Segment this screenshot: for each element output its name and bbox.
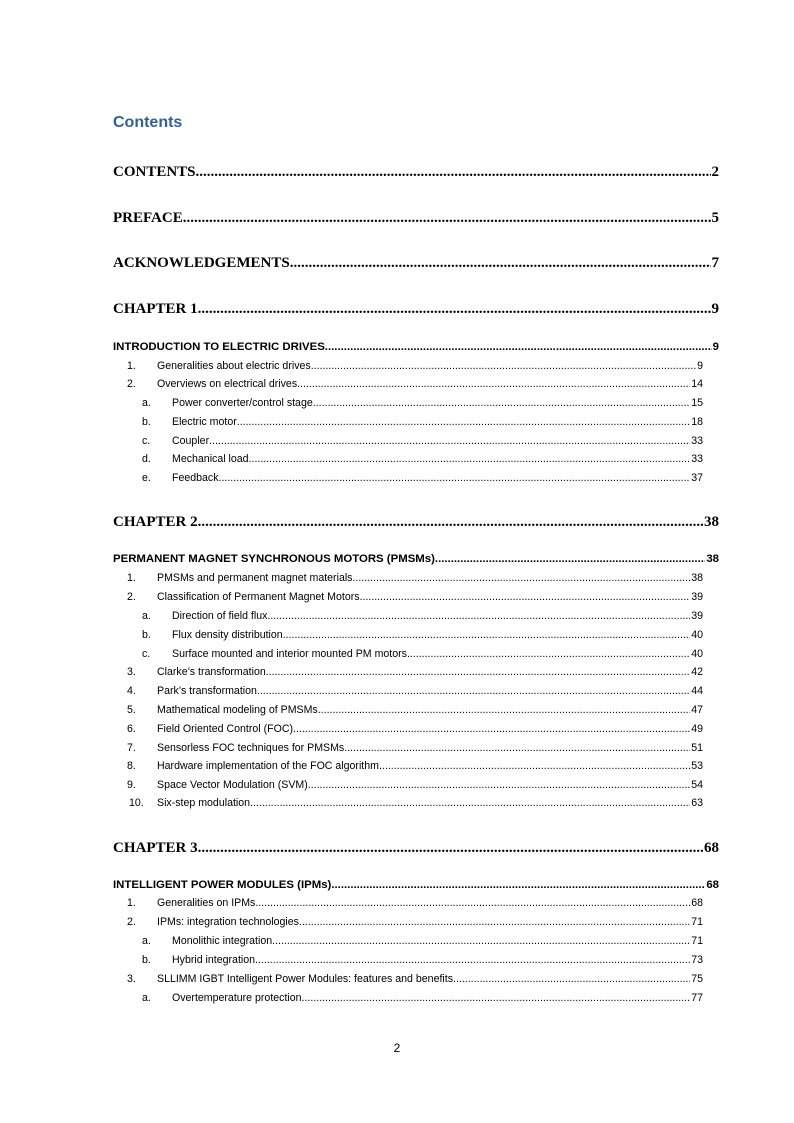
toc-dot-leader xyxy=(237,416,690,428)
toc-entry-page: 44 xyxy=(691,685,703,697)
toc-entry-page: 38 xyxy=(691,572,703,584)
toc-entry-page: 5 xyxy=(711,210,719,226)
toc-entry[interactable] xyxy=(113,742,703,758)
toc-entry-title: ACKNOWLEDGEMENTS xyxy=(113,255,290,271)
toc-entry[interactable] xyxy=(113,416,703,432)
toc-entry[interactable] xyxy=(113,341,719,357)
toc-entry-page: 54 xyxy=(691,779,703,791)
toc-dot-leader xyxy=(311,360,696,372)
toc-entry-page: 2 xyxy=(711,164,719,180)
toc-entry-title: PREFACE xyxy=(113,210,183,226)
toc-entry[interactable] xyxy=(113,840,719,860)
toc-dot-leader xyxy=(290,255,711,272)
toc-entry-number: a. xyxy=(142,992,151,1004)
toc-dot-leader xyxy=(299,916,690,928)
toc-entry-page: 71 xyxy=(691,935,703,947)
toc-entry-number: 5. xyxy=(127,704,136,716)
toc-entry-number: b. xyxy=(142,629,151,641)
toc-entry-number: d. xyxy=(142,453,151,465)
toc-dot-leader xyxy=(257,685,690,697)
toc-dot-leader xyxy=(293,723,690,735)
contents-heading: Contents xyxy=(113,114,183,131)
toc-entry[interactable] xyxy=(113,514,719,534)
toc-entry-page: 14 xyxy=(691,378,703,390)
toc-entry-page: 68 xyxy=(691,897,703,909)
toc-entry-page: 33 xyxy=(691,435,703,447)
toc-dot-leader xyxy=(249,453,691,465)
toc-entry[interactable] xyxy=(113,704,703,720)
toc-entry[interactable] xyxy=(113,954,703,970)
toc-entry[interactable] xyxy=(113,779,703,795)
toc-entry-title: INTRODUCTION TO ELECTRIC DRIVES xyxy=(113,341,325,353)
toc-entry-page: 71 xyxy=(691,916,703,928)
toc-dot-leader xyxy=(297,378,690,390)
toc-entry-title: PERMANENT MAGNET SYNCHRONOUS MOTORS (PMSMs) xyxy=(113,553,435,565)
toc-entry-title: Hardware implementation of the FOC algorithm xyxy=(157,760,379,772)
toc-entry-page: 63 xyxy=(691,797,703,809)
toc-entry-page: 33 xyxy=(691,453,703,465)
toc-entry-title: PMSMs and permanent magnet materials xyxy=(157,572,353,584)
toc-entry-title: Direction of field flux xyxy=(172,610,268,622)
toc-dot-leader xyxy=(267,610,690,622)
toc-dot-leader xyxy=(272,935,690,947)
toc-entry-title: Six-step modulation xyxy=(157,797,251,809)
toc-entry-number: 9. xyxy=(127,779,136,791)
toc-entry[interactable] xyxy=(113,685,703,701)
toc-entry-title: Overviews on electrical drives xyxy=(157,378,298,390)
toc-entry-number: a. xyxy=(142,397,151,409)
toc-entry-page: 15 xyxy=(691,397,703,409)
toc-entry-title: Monolithic integration xyxy=(172,935,273,947)
toc-entry-number: 6. xyxy=(127,723,136,735)
toc-entry[interactable] xyxy=(113,378,703,394)
toc-entry-number: 1. xyxy=(127,897,136,909)
toc-entry-title: Field Oriented Control (FOC) xyxy=(157,723,293,735)
toc-entry[interactable] xyxy=(113,797,703,813)
toc-entry-page: 51 xyxy=(691,742,703,754)
toc-entry-page: 47 xyxy=(691,704,703,716)
toc-entry-number: 4. xyxy=(127,685,136,697)
toc-entry-title: Surface mounted and interior mounted PM motors xyxy=(172,648,407,660)
toc-entry-page: 73 xyxy=(691,954,703,966)
toc-entry-title: Feedback xyxy=(172,472,219,484)
toc-dot-leader xyxy=(198,840,703,857)
toc-entry-page: 49 xyxy=(691,723,703,735)
toc-dot-leader xyxy=(331,879,705,891)
toc-entry-title: SLLIMM IGBT Intelligent Power Modules: features and benefits xyxy=(157,973,453,985)
toc-entry-page: 7 xyxy=(711,255,719,271)
toc-entry-number: b. xyxy=(142,954,151,966)
toc-entry[interactable] xyxy=(113,164,719,184)
toc-dot-leader xyxy=(183,210,711,227)
toc-dot-leader xyxy=(198,514,703,531)
toc-entry-page: 37 xyxy=(691,472,703,484)
toc-entry[interactable] xyxy=(113,472,703,488)
toc-entry[interactable] xyxy=(113,255,719,275)
toc-entry-number: c. xyxy=(142,435,151,447)
toc-entry-title: Electric motor xyxy=(172,416,237,428)
toc-dot-leader xyxy=(196,164,711,181)
toc-entry-number: b. xyxy=(142,416,151,428)
toc-dot-leader xyxy=(283,629,691,641)
toc-dot-leader xyxy=(255,954,690,966)
toc-entry-title: Space Vector Modulation (SVM) xyxy=(157,779,308,791)
toc-entry-number: 1. xyxy=(127,360,136,372)
toc-entry-title: Generalities about electric drives xyxy=(157,360,311,372)
toc-entry-title: CHAPTER 1 xyxy=(113,301,198,317)
toc-entry-title: CHAPTER 2 xyxy=(113,514,198,530)
toc-entry[interactable] xyxy=(113,760,703,776)
toc-entry-page: 39 xyxy=(691,610,703,622)
toc-dot-leader xyxy=(250,797,690,809)
toc-entry-title: Overtemperature protection xyxy=(172,992,302,1004)
toc-entry[interactable] xyxy=(113,610,703,626)
toc-entry-page: 40 xyxy=(691,629,703,641)
toc-entry-number: a. xyxy=(142,610,151,622)
toc-entry[interactable] xyxy=(113,360,703,376)
toc-entry-number: 1. xyxy=(127,572,136,584)
toc-entry-page: 38 xyxy=(704,514,719,530)
toc-entry[interactable] xyxy=(113,648,703,664)
toc-entry-number: 2. xyxy=(127,591,136,603)
toc-dot-leader xyxy=(360,591,691,603)
toc-entry-title: Generalities on IPMs xyxy=(157,897,256,909)
toc-dot-leader xyxy=(313,397,690,409)
toc-entry[interactable] xyxy=(113,301,719,321)
toc-dot-leader xyxy=(325,341,712,353)
toc-entry-number: 3. xyxy=(127,666,136,678)
toc-entry-page: 9 xyxy=(712,341,719,353)
toc-dot-leader xyxy=(266,666,690,678)
toc-dot-leader xyxy=(198,301,711,318)
toc-entry-number: a. xyxy=(142,935,151,947)
toc-dot-leader xyxy=(407,648,690,660)
toc-entry-page: 68 xyxy=(704,840,719,856)
toc-entry[interactable] xyxy=(113,897,703,913)
toc-entry[interactable] xyxy=(113,435,703,451)
toc-entry-page: 68 xyxy=(706,879,719,891)
page-number: 2 xyxy=(393,1041,401,1055)
toc-dot-leader xyxy=(209,435,690,447)
toc-entry[interactable] xyxy=(113,916,703,932)
toc-entry-number: e. xyxy=(142,472,151,484)
toc-entry[interactable] xyxy=(113,973,703,989)
toc-entry-page: 39 xyxy=(691,591,703,603)
toc-dot-leader xyxy=(379,760,690,772)
toc-entry-title: Mathematical modeling of PMSMs xyxy=(157,704,318,716)
toc-entry-number: 8. xyxy=(127,760,136,772)
toc-entry[interactable] xyxy=(113,935,703,951)
toc-entry-title: INTELLIGENT POWER MODULES (IPMs) xyxy=(113,879,332,891)
toc-entry[interactable] xyxy=(113,629,703,645)
toc-entry-number: 7. xyxy=(127,742,136,754)
toc-entry-number: 10. xyxy=(129,797,144,809)
toc-dot-leader xyxy=(435,553,705,565)
toc-entry-title: Park’s transformation xyxy=(157,685,257,697)
toc-entry-title: Mechanical load xyxy=(172,453,249,465)
toc-entry-page: 42 xyxy=(691,666,703,678)
toc-dot-leader xyxy=(352,572,690,584)
toc-entry-page: 77 xyxy=(691,992,703,1004)
toc-entry-title: CHAPTER 3 xyxy=(113,840,198,856)
toc-entry[interactable] xyxy=(113,572,703,588)
toc-dot-leader xyxy=(219,472,691,484)
toc-entry-title: Flux density distribution xyxy=(172,629,283,641)
toc-entry[interactable] xyxy=(113,210,719,230)
toc-entry[interactable] xyxy=(113,879,719,895)
toc-entry-page: 18 xyxy=(691,416,703,428)
toc-entry-page: 9 xyxy=(711,301,719,317)
toc-dot-leader xyxy=(318,704,690,716)
toc-entry-page: 40 xyxy=(691,648,703,660)
toc-entry-number: 2. xyxy=(127,378,136,390)
toc-entry[interactable] xyxy=(113,453,703,469)
toc-dot-leader xyxy=(308,779,690,791)
toc-entry-title: Power converter/control stage xyxy=(172,397,313,409)
toc-entry-number: 3. xyxy=(127,973,136,985)
toc-entry[interactable] xyxy=(113,666,703,682)
toc-entry-title: Coupler xyxy=(172,435,210,447)
toc-entry-number: 2. xyxy=(127,916,136,928)
toc-dot-leader xyxy=(302,992,691,1004)
toc-entry-page: 53 xyxy=(691,760,703,772)
toc-entry-title: Sensorless FOC techniques for PMSMs xyxy=(157,742,345,754)
toc-entry[interactable] xyxy=(113,992,703,1008)
toc-entry-page: 75 xyxy=(691,973,703,985)
toc-entry-page: 38 xyxy=(706,553,719,565)
toc-entry-title: Clarke’s transformation xyxy=(157,666,266,678)
toc-entry-title: IPMs: integration technologies xyxy=(157,916,299,928)
toc-entry[interactable] xyxy=(113,553,719,569)
toc-entry-title: Hybrid integration xyxy=(172,954,256,966)
toc-entry[interactable] xyxy=(113,397,703,413)
toc-entry[interactable] xyxy=(113,591,703,607)
toc-entry[interactable] xyxy=(113,723,703,739)
toc-entry-title: CONTENTS xyxy=(113,164,196,180)
toc-dot-leader xyxy=(453,973,690,985)
toc-entry-page: 9 xyxy=(697,360,703,372)
toc-entry-number: c. xyxy=(142,648,151,660)
toc-dot-leader xyxy=(344,742,690,754)
toc-dot-leader xyxy=(255,897,690,909)
toc-entry-title: Classification of Permanent Magnet Motors xyxy=(157,591,360,603)
